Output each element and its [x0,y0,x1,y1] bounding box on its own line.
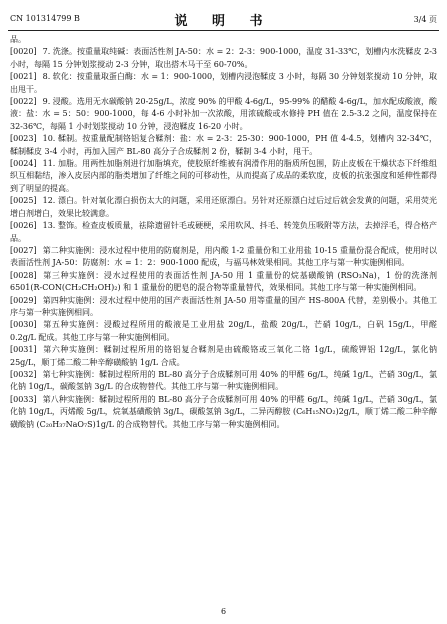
paragraph [10,270,437,295]
paragraph [10,96,437,133]
paragraph [10,394,437,431]
paragraph-text: 11. 加脂。用两性加脂剂进行加脂填充，使胶原纤维被有润滑作用的脂质所包围，防止皮板在干燥状态下纤维组织互相黏结，渗入皮层内部的脂类增加了纤维之间的可移动性，从而提高了成品的柔软度，皮板的抗张强度和延伸性都得到了明显的提高。 [10,159,437,193]
paragraph-text: 第六种实施例：鞣制过程所用的铬铝复合鞣剂是由硫酸铬或三氧化二铬 1g/L，硫酸钾铝 12g/L，氯化钠 25g/L，顺丁烯二酸二种辛醇磺酸钠 1g/L 合成。 [10,345,437,367]
document-title: 说 明 书 [174,14,273,29]
publication-number: CN 101314799 B [10,14,80,23]
paragraph-number: [0028] [10,270,37,280]
paragraph [10,195,437,220]
paragraph-number: [0030] [10,320,37,330]
paragraph-text: 第七种实施例：鞣制过程所用的 BL-80 高分子合成鞣剂可用 40% 的甲醛 6g/L，纯碱 1g/L，芒硝 30g/L，氯化钠 10g/L，碳酸氢钠 3g/L 的合成物替代。其他工序与第一种实施例相同。 [10,369,437,392]
paragraph-number: [0023] [10,134,37,144]
paragraph [10,245,437,270]
paragraph-text: 7. 洗涤。按重量取纯碱：表面活性剂 JA-50：水 = 2：2-3：900-1000，温度 31-33℃，划槽内水洗鞣皮 2-3 小时，每隔 15 分钟划浆搅动 2-3 分钟，取出搭木马干至 60-70%。 [10,47,437,69]
paragraph-number: [0029] [10,295,37,305]
paragraph [10,220,437,245]
paragraph-number: [0022] [10,97,37,107]
paragraph-number: [0026] [10,221,37,231]
paragraph-number: [0032] [10,369,37,379]
continuation-text: 品。 [10,35,26,44]
paragraph [10,46,437,71]
paragraph-text: 10. 鞣制。按重量配制铬铝复合鞣剂：盐：水 = 2-3：25-30：900-1000，PH 值 4-4.5，划槽内 32-34℃，鞣制鞣皮 3-4 小时，再加入国产 BL-80 高分子合成鞣剂 2 份，鞣制 3-4 小时，甩干。 [10,134,437,156]
paragraph [10,319,437,344]
paragraph [10,158,437,195]
document-body [10,34,437,431]
paragraph [10,344,437,369]
paragraph-text: 第三种实施例：浸水过程使用的表面活性剂 JA-50 用 1 重量份的烷基磺酸钠 (RSO₃Na)，1 份的洗涤剂 6501(R-CON(CH₂CH₂OH)₂) 和 1 重量份的肥皂的混合物等重量替代，效果相同。其他工序与第一种实施例相同。 [10,270,437,293]
paragraph-text: 第八种实施例：鞣制过程所用的 BL-80 高分子合成鞣剂可用 40% 的甲醛 6g/L，纯碱 1g/L，芒硝 30g/L，氯化钠 10g/L，丙烯酸 5g/L，烷氧基磺酸钠 3g/L，碳酸氢钠 3g/L，二异丙醇胺 (C₆H₁₅NO₂)2g/L，顺丁烯二酸二种辛醇磺酸钠 (C₂₀H₃₇NaO₇S)1g/L 的合成物替代。其他工序与第一种实施例相同。 [10,394,437,429]
paragraph-number: [0027] [10,245,37,255]
paragraph [10,71,437,96]
paragraph-number: [0025] [10,196,37,206]
paragraph [10,369,437,394]
paragraph-number: [0024] [10,159,37,169]
paragraph-text: 第五种实施例：浸酸过程所用的酸液是工业用盐 20g/L，盐酸 20g/L，芒硝 10g/L，白矾 15g/L，甲醛 0.2g/L 配成。其他工序与第一种实施例相同。 [10,320,437,342]
paragraph-number: [0033] [10,394,37,404]
paragraph-text: 第二种实施例：浸水过程中使用的防腐剂是，用内酸 1-2 重量份和工业用盐 10-15 重量份混合配成，使用时以表面活性剂 JA-50：防腐剂：水 = 1：2：900-1000 配成，与福马林效果相同。其他工序与第一种实施例相同。 [10,245,437,268]
paragraph [10,133,437,158]
paragraph-number: [0031] [10,345,37,355]
paragraph-text: 8. 软化：按重量取蛋白酶：水 = 1：900-1000，划槽内浸泡鞣皮 3 小时，每隔 30 分钟划浆搅动 10 分钟，取出甩干。 [10,72,437,94]
page-indicator: 3/4 页 [413,15,437,24]
paragraph-text: 13. 整饰。检查皮板质量，祛除遗留针毛或硬梗，采用吹风、抖毛、转笼负压吸附等方法，去掉浮毛，得合格产品。 [10,221,437,243]
paragraph-number: [0021] [10,72,37,82]
page-header [8,8,439,31]
page-number: 6 [220,607,227,616]
paragraph-text: 12. 漂白。针对氧化漂白损伤太大的问题，采用还原漂白。另针对还原漂白过后过后就会发黄的问题，采用荧光增白剂增白，效果比较满意。 [10,196,437,218]
paragraph-text: 9. 浸酸。选用无水碳酸钠 20-25g/L，浓度 90% 的甲酸 4-6g/L，95-99% 的醋酸 4-6g/L，加水配成酸液，酸液：盐：水 = 5：50：900-1000，每 4-6 小时补加一次浓酸，用浓硫酸或水修持 PH 值在 2.5-3.2 之间，温度保持在 32-36℃，每隔 1 小时划浆搅动 10 分钟，浸泡鞣皮 16-20 小时。 [10,97,437,131]
paragraph-text: 第四种实施例：浸水过程中使用的国产表面活性剂 JA-50 用等重量的国产 HS-800A 代替，差别极小。其他工序与第一种实施例相同。 [10,295,437,317]
paragraph [10,295,437,320]
paragraph-list [10,46,437,431]
paragraph-number: [0020] [10,47,37,57]
